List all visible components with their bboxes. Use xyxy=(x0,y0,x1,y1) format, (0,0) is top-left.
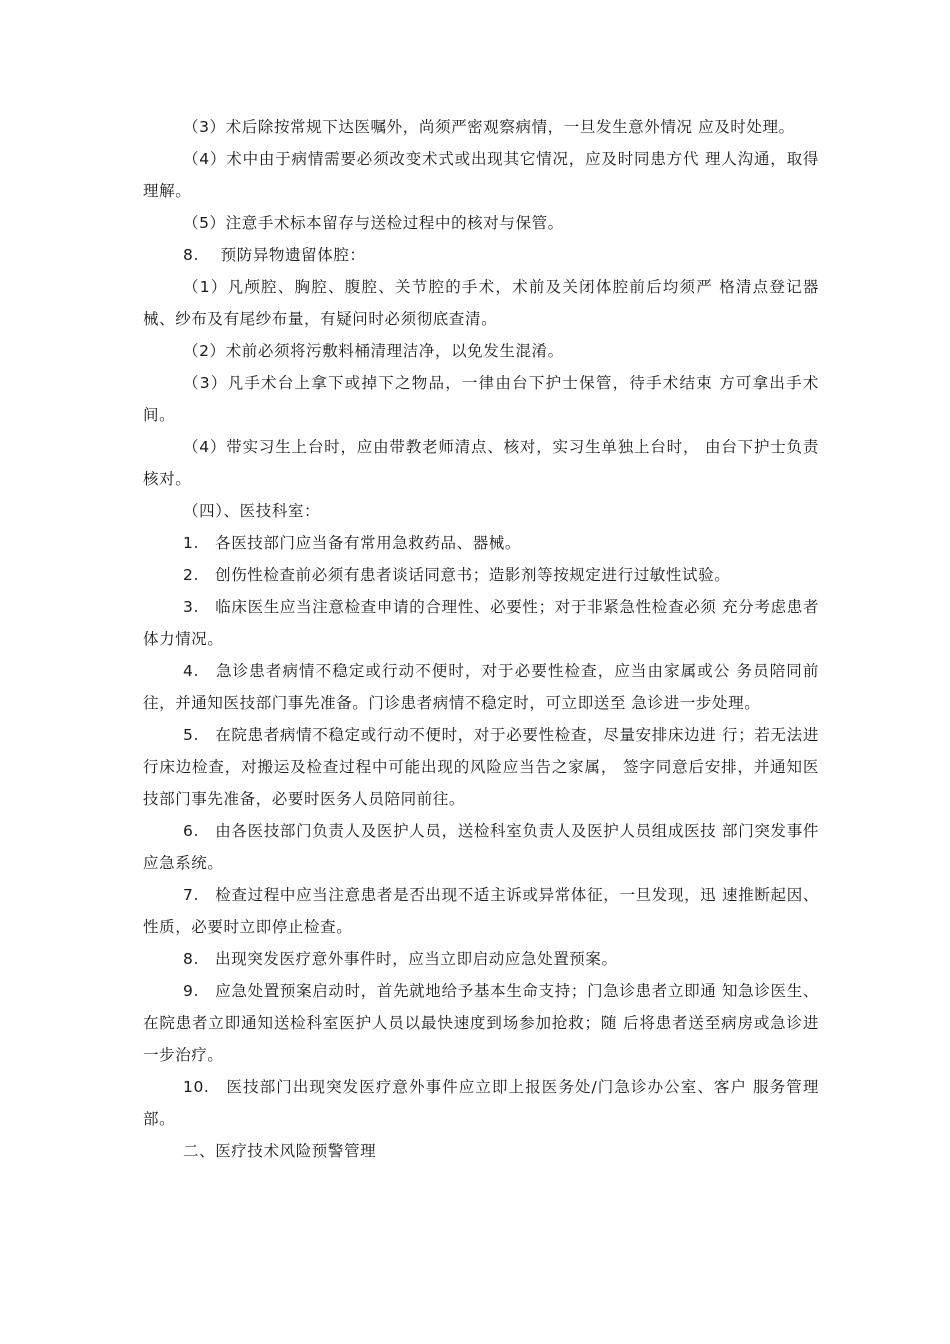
paragraph-18: 9. 应急处置预案启动时，首先就地给予基本生命支持；门急诊患者立即通 知急诊医生、在院患者立即通知送检科室医护人员以最快速度到场参加抢救；随 后将患者送至病房或急诊进一步治疗。 xyxy=(143,982,819,1064)
paragraph-16: 7. 检查过程中应当注意患者是否出现不适主诉或异常体征，一旦发现，迅 速推断起因、性质，必要时立即停止检查。 xyxy=(143,886,819,936)
paragraph-14: 5. 在院患者病情不稳定或行动不便时，对于必要性检查，尽量安排床边进 行；若无法进行床边检查，对搬运及检查过程中可能出现的风险应当告之家属， 签字同意后安排，并通知医技部门事先准备，必要时医务人员陪同前往。 xyxy=(143,726,819,808)
paragraph-13: 4. 急诊患者病情不稳定或行动不便时，对于必要性检查，应当由家属或公 务员陪同前往，并通知医技部门事先准备。门诊患者病情不稳定时，可立即送至 急诊进一步处理。 xyxy=(143,662,819,712)
document-body xyxy=(143,111,819,1167)
paragraph-19: 10. 医技部门出现突发医疗意外事件应立即上报医务处/门急诊办公室、客户 服务管理部。 xyxy=(143,1078,819,1128)
paragraph-17: 8. 出现突发医疗意外事件时，应当立即启动应急处置预案。 xyxy=(183,950,618,968)
paragraph-11: 2. 创伤性检查前必须有患者谈话同意书；造影剂等按规定进行过敏性试验。 xyxy=(183,566,731,584)
paragraph-6: （2）术前必须将污敷料桶清理洁净，以免发生混淆。 xyxy=(183,342,564,360)
section-heading-medical-tech: （四）、医技科室： xyxy=(183,502,321,520)
paragraph-1: （3）术后除按常规下达医嘱外，尚须严密观察病情，一旦发生意外情况 应及时处理。 xyxy=(183,118,795,136)
paragraph-7: （3）凡手术台上拿下或掉下之物品，一律由台下护士保管，待手术结束 方可拿出手术间。 xyxy=(143,374,819,424)
paragraph-12: 3. 临床医生应当注意检查申请的合理性、必要性；对于非紧急性检查必须 充分考虑患者体力情况。 xyxy=(143,598,819,648)
paragraph-2: （4）术中由于病情需要必须改变术式或出现其它情况，应及时同患方代 理人沟通，取得理解。 xyxy=(143,150,819,200)
paragraph-5: （1）凡颅腔、胸腔、腹腔、关节腔的手术，术前及关闭体腔前后均须严 格清点登记器械、纱布及有尾纱布量，有疑问时必须彻底查清。 xyxy=(143,278,819,328)
paragraph-3: （5）注意手术标本留存与送检过程中的核对与保管。 xyxy=(183,214,564,232)
paragraph-4: 8. 预防异物遗留体腔： xyxy=(183,246,366,264)
paragraph-15: 6. 由各医技部门负责人及医护人员，送检科室负责人及医护人员组成医技 部门突发事件应急系统。 xyxy=(143,822,819,872)
paragraph-8: （4）带实习生上台时，应由带教老师清点、核对，实习生单独上台时， 由台下护士负责核对。 xyxy=(143,438,819,488)
section-heading-risk-warning: 二、医疗技术风险预警管理 xyxy=(183,1142,377,1160)
paragraph-10: 1. 各医技部门应当备有常用急救药品、器械。 xyxy=(183,534,521,552)
